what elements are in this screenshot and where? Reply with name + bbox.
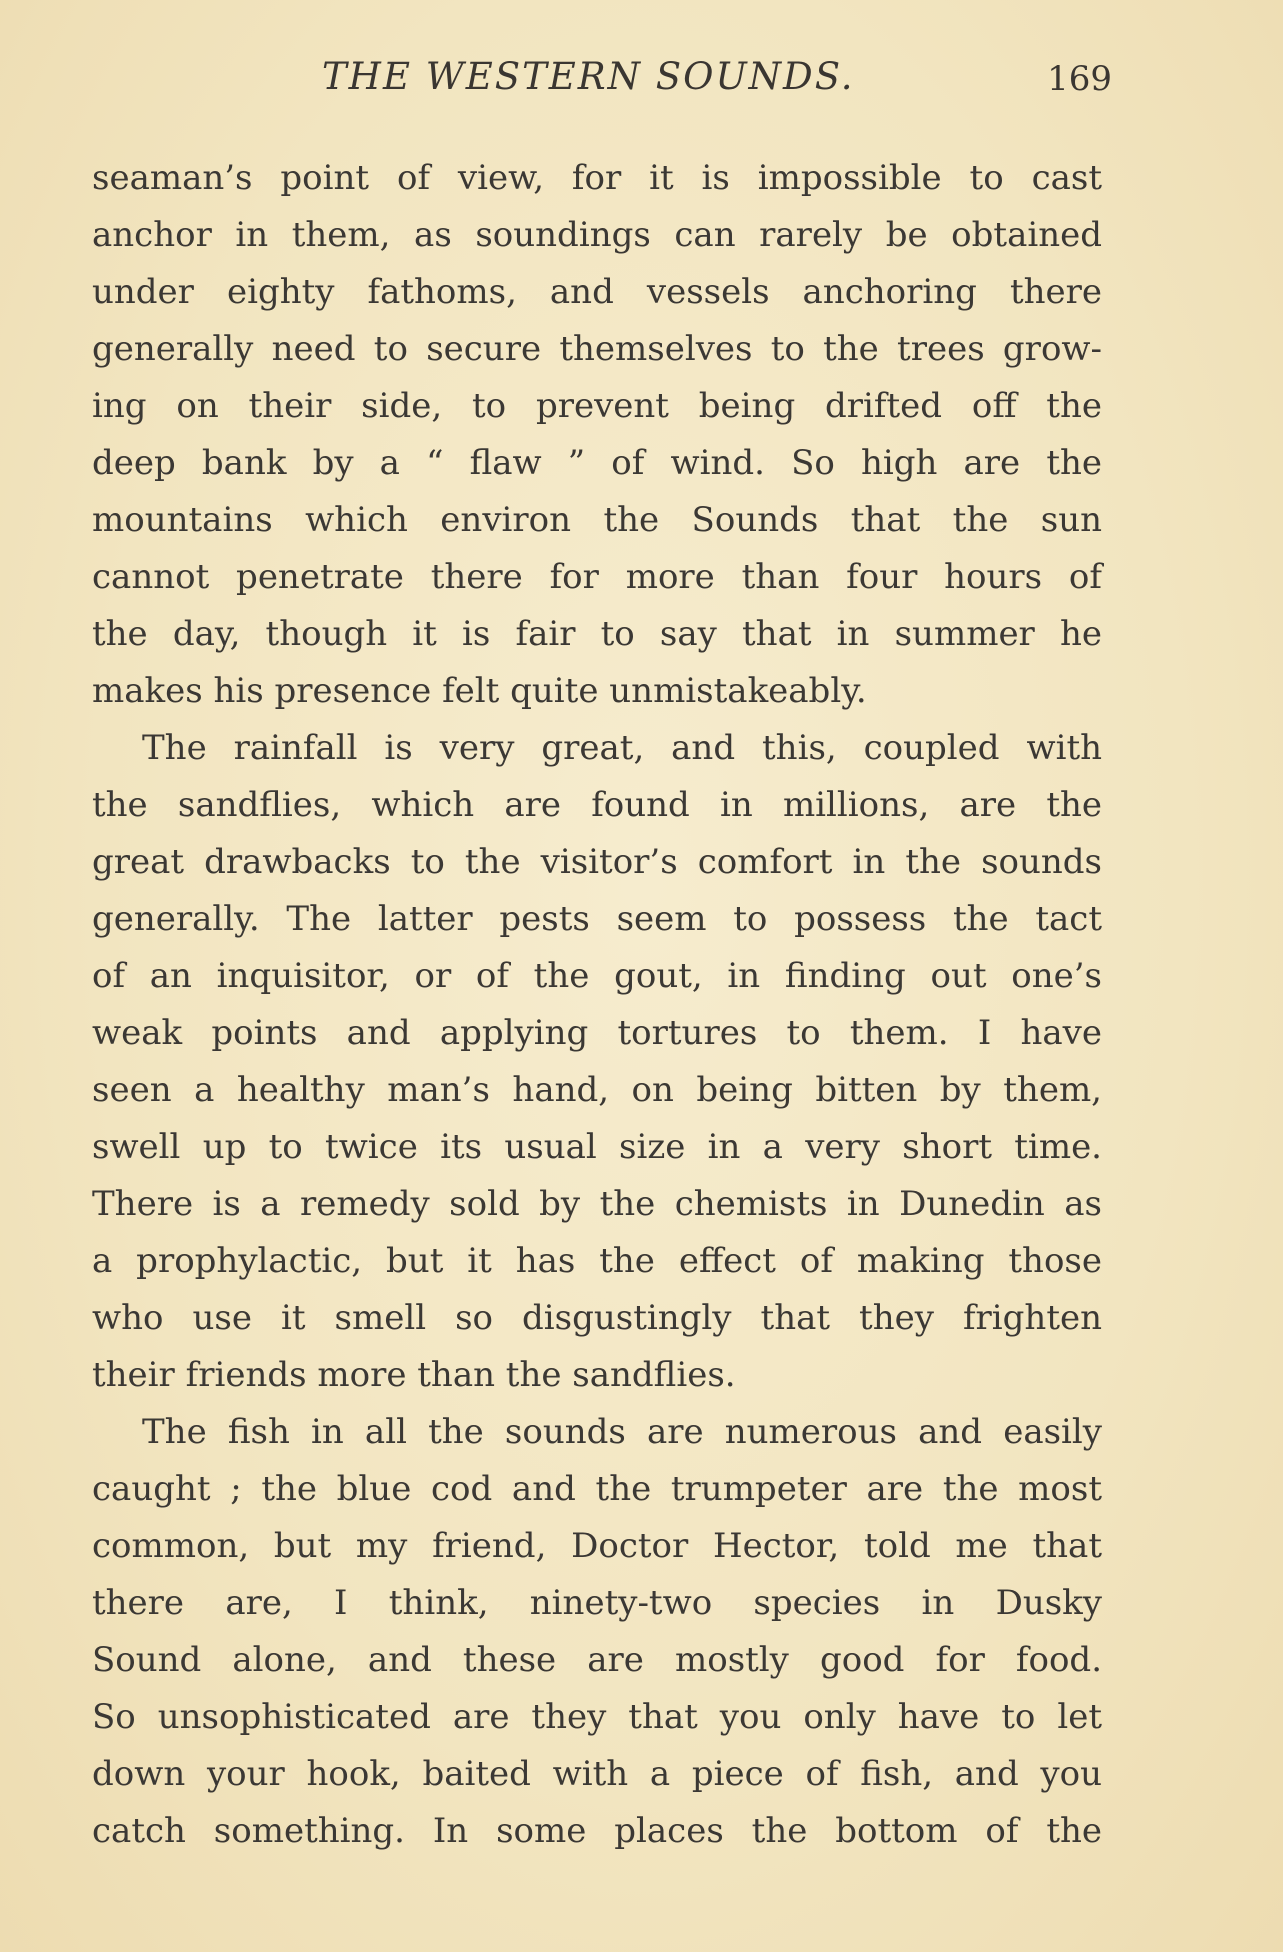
paragraph bbox=[92, 720, 1102, 1404]
text-line: great drawbacks to the visitor’s comfort in the sounds bbox=[92, 842, 1102, 882]
text-line: there are, I think, ninety-two species in Dusky bbox=[92, 1583, 1102, 1623]
text-line: generally need to secure themselves to the trees grow- bbox=[92, 329, 1102, 369]
running-title: THE WESTERN SOUNDS. bbox=[322, 55, 855, 98]
text-line: generally. The latter pests seem to possess the tact bbox=[92, 899, 1102, 939]
running-head bbox=[92, 55, 1112, 105]
paragraph bbox=[92, 150, 1102, 720]
text-line: a prophylactic, but it has the effect of making those bbox=[92, 1241, 1102, 1281]
text-line: weak points and applying tortures to them. I have bbox=[92, 1013, 1102, 1053]
text-line: mountains which environ the Sounds that the sun bbox=[92, 500, 1102, 540]
text-line: cannot penetrate there for more than four hours of bbox=[92, 557, 1102, 597]
page-number: 169 bbox=[1047, 59, 1112, 99]
text-line: ing on their side, to prevent being drifted off the bbox=[92, 386, 1102, 426]
text-line: There is a remedy sold by the chemists in Dunedin as bbox=[92, 1184, 1102, 1224]
text-line: common, but my friend, Doctor Hector, told me that bbox=[92, 1526, 1102, 1566]
text-line: seen a healthy man’s hand, on being bitten by them, bbox=[92, 1070, 1102, 1110]
text-line: their friends more than the sandflies. bbox=[92, 1355, 736, 1395]
text-line: The rainfall is very great, and this, coupled with bbox=[142, 728, 1102, 768]
text-line: anchor in them, as soundings can rarely be obtained bbox=[92, 215, 1102, 255]
body-text bbox=[92, 150, 1102, 1860]
text-line: seaman’s point of view, for it is impossible to cast bbox=[92, 158, 1102, 198]
text-line: swell up to twice its usual size in a very short time. bbox=[92, 1127, 1102, 1167]
text-line: The fish in all the sounds are numerous and easily bbox=[142, 1412, 1102, 1452]
text-line: who use it smell so disgustingly that they frighten bbox=[92, 1298, 1102, 1338]
text-line: catch something. In some places the bottom of the bbox=[92, 1811, 1102, 1851]
text-line: deep bank by a “ flaw ” of wind. So high are the bbox=[92, 443, 1102, 483]
text-line: the day, though it is fair to say that in summer he bbox=[92, 614, 1102, 654]
paragraph bbox=[92, 1404, 1102, 1860]
text-line: under eighty fathoms, and vessels anchoring there bbox=[92, 272, 1102, 312]
text-line: down your hook, baited with a piece of fish, and you bbox=[92, 1754, 1102, 1794]
text-line: caught ; the blue cod and the trumpeter are the most bbox=[92, 1469, 1102, 1509]
text-line: So unsophisticated are they that you only have to let bbox=[92, 1697, 1102, 1737]
text-line: makes his presence felt quite unmistakeably. bbox=[92, 671, 867, 711]
text-line: of an inquisitor, or of the gout, in finding out one’s bbox=[92, 956, 1102, 996]
text-line: Sound alone, and these are mostly good for food. bbox=[92, 1640, 1102, 1680]
text-line: the sandflies, which are found in millions, are the bbox=[92, 785, 1102, 825]
